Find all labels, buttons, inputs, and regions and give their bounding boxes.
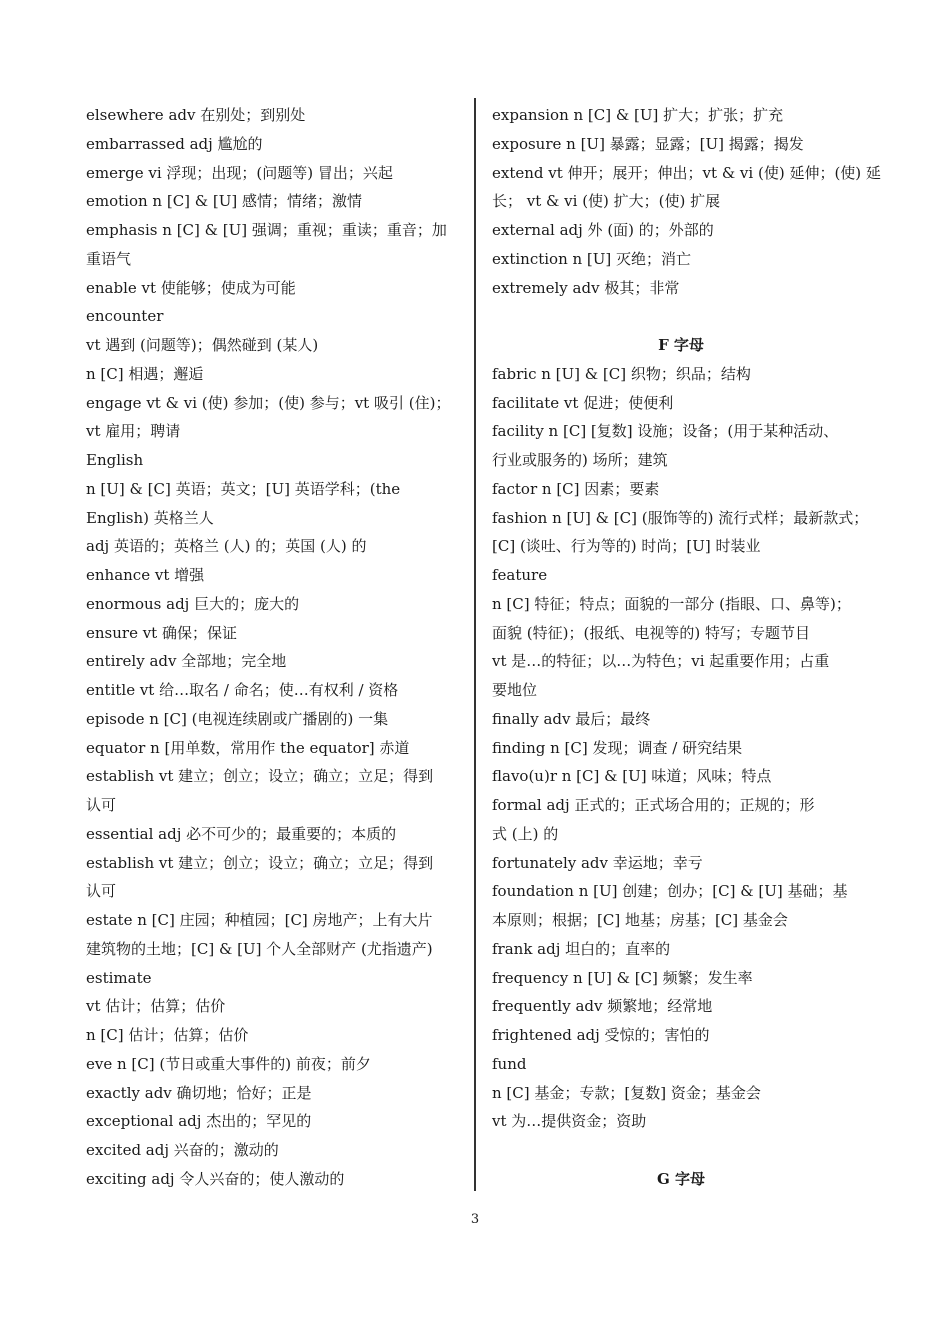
column-divider: [474, 98, 476, 1191]
entry-line: 认可: [86, 796, 117, 814]
entry-line: factor n [C] 因素；要素: [492, 479, 660, 498]
entry-line: frightened adj 受惊的；害怕的: [492, 1026, 710, 1044]
entry-line: episode n [C] (电视连续剧或广播剧的) 一集: [86, 709, 389, 728]
section-heading: F 字母: [658, 336, 704, 354]
entry-line: ensure vt 确保；保证: [86, 623, 237, 642]
entry-line: vt 遇到 (问题等)；偶然碰到 (某人): [86, 336, 319, 354]
entry-line: frequently adv 频繁地；经常地: [492, 997, 713, 1016]
right-column: [492, 101, 881, 1194]
entry-line: facilitate vt 促进；使便利: [492, 393, 674, 412]
entry-line: vt 估计；估算；估价: [86, 997, 226, 1016]
entry-line: exceptional adj 杰出的；罕见的: [86, 1112, 312, 1131]
entry-line: equator n [用单数，常用作 the equator] 赤道: [86, 738, 410, 757]
entry-line: 建筑物的土地；[C] & [U] 个人全部财产 (尤指遗产): [86, 939, 433, 958]
entry-line: 长； vt & vi (使) 扩大；(使) 扩展: [492, 192, 721, 211]
entry-line: 式 (上) 的: [492, 824, 559, 843]
entry-line: establish vt 建立；创立；设立；确立；立足；得到: [86, 853, 434, 872]
entry-line: emerge vi 浮现；出现；(问题等) 冒出；兴起: [86, 163, 393, 182]
entry-line: fashion n [U] & [C] (服饰等的) 流行式样；最新款式；: [492, 508, 869, 527]
entry-line: extend vt 伸开；展开；伸出；vt & vi (使) 延伸；(使) 延: [492, 163, 881, 182]
entry-line: enormous adj 巨大的；庞大的: [86, 594, 300, 613]
entry-line: n [U] & [C] 英语；英文；[U] 英语学科；(the: [86, 479, 401, 498]
entry-line: fortunately adv 幸运地；幸亏: [492, 853, 703, 872]
entry-line: extinction n [U] 灭绝；消亡: [492, 249, 692, 268]
entry-line: facility n [C] [复数] 设施；设备；(用于某种活动、: [492, 422, 839, 441]
entry-line: fund: [492, 1054, 527, 1073]
entry-line: n [C] 估计；估算；估价: [86, 1026, 249, 1044]
entry-line: English: [86, 451, 144, 469]
page-number: 3: [470, 1212, 480, 1227]
entry-line: estate n [C] 庄园；种植园；[C] 房地产；上有大片: [86, 911, 433, 929]
entry-line: entitle vt 给…取名 / 命名；使…有权利 / 资格: [86, 681, 399, 699]
entry-line: exactly adv 确切地；恰好；正是: [86, 1083, 312, 1102]
entry-line: eve n [C] (节日或重大事件的) 前夜；前夕: [86, 1054, 371, 1073]
entry-line: foundation n [U] 创建；创办；[C] & [U] 基础；基: [492, 882, 848, 901]
entry-line: n [C] 相遇；邂逅: [86, 364, 204, 383]
entry-line: enhance vt 增强: [86, 566, 205, 584]
entry-line: emotion n [C] & [U] 感情；情绪；激情: [86, 192, 363, 211]
entry-line: 认可: [86, 882, 117, 901]
entry-line: 行业或服务的) 场所；建筑: [492, 451, 668, 469]
entry-line: embarrassed adj 尴尬的: [86, 134, 263, 153]
entry-line: formal adj 正式的；正式场合用的；正规的；形: [492, 796, 815, 814]
entry-line: elsewhere adv 在别处；到别处: [86, 106, 306, 124]
entry-line: 重语气: [86, 249, 132, 268]
entry-line: excited adj 兴奋的；激动的: [86, 1141, 279, 1159]
entry-line: entirely adv 全部地；完全地: [86, 652, 287, 671]
entry-line: exciting adj 令人兴奋的；使人激动的: [86, 1169, 345, 1188]
entry-line: expansion n [C] & [U] 扩大；扩张；扩充: [492, 106, 784, 124]
entry-line: English) 英格兰人: [86, 508, 214, 527]
entry-line: engage vt & vi (使) 参加；(使) 参与；vt 吸引 (住)；: [86, 393, 451, 412]
entry-line: exposure n [U] 暴露；显露；[U] 揭露；揭发: [492, 134, 804, 153]
entry-line: [492, 1136, 870, 1165]
entry-line: vt 雇用；聘请: [86, 422, 181, 441]
entry-line: finally adv 最后；最终: [492, 709, 651, 728]
entry-line: vt 为…提供资金；资助: [492, 1112, 647, 1131]
entry-line: extremely adv 极其；非常: [492, 278, 680, 297]
entry-line: estimate: [86, 968, 152, 987]
entry-line: finding n [C] 发现；调查 / 研究结果: [492, 738, 743, 757]
entry-line: feature: [492, 566, 548, 584]
entry-line: essential adj 必不可少的；最重要的；本质的: [86, 824, 397, 843]
entry-line: 本原则；根据；[C] 地基；房基；[C] 基金会: [492, 911, 788, 929]
entry-line: encounter: [86, 307, 164, 326]
entry-line: n [C] 基金；专款；[复数] 资金；基金会: [492, 1083, 761, 1102]
entry-line: flavo(u)r n [C] & [U] 味道；风味；特点: [492, 767, 772, 786]
left-column: [86, 101, 462, 1194]
entry-line: 要地位: [492, 681, 538, 699]
entry-line: frank adj 坦白的；直率的: [492, 939, 671, 958]
entry-line: enable vt 使能够；使成为可能: [86, 278, 296, 297]
entry-line: 面貌 (特征)；(报纸、电视等的) 特写；专题节目: [492, 623, 810, 642]
entry-line: n [C] 特征；特点；面貌的一部分 (指眼、口、鼻等)；: [492, 594, 851, 613]
entry-line: vt 是…的特征；以…为特色；vi 起重要作用；占重: [492, 652, 830, 671]
entry-line: emphasis n [C] & [U] 强调；重视；重读；重音；加: [86, 221, 447, 239]
entry-line: [C] (谈吐、行为等的) 时尚；[U] 时装业: [492, 537, 761, 556]
entry-line: frequency n [U] & [C] 频繁；发生率: [492, 968, 753, 987]
entry-line: external adj 外 (面) 的；外部的: [492, 221, 714, 239]
entry-line: [492, 302, 870, 331]
entry-line: adj 英语的；英格兰 (人) 的；英国 (人) 的: [86, 537, 367, 556]
section-heading: G 字母: [656, 1169, 706, 1188]
entry-line: establish vt 建立；创立；设立；确立；立足；得到: [86, 767, 434, 786]
entry-line: fabric n [U] & [C] 织物；织品；结构: [492, 364, 751, 383]
